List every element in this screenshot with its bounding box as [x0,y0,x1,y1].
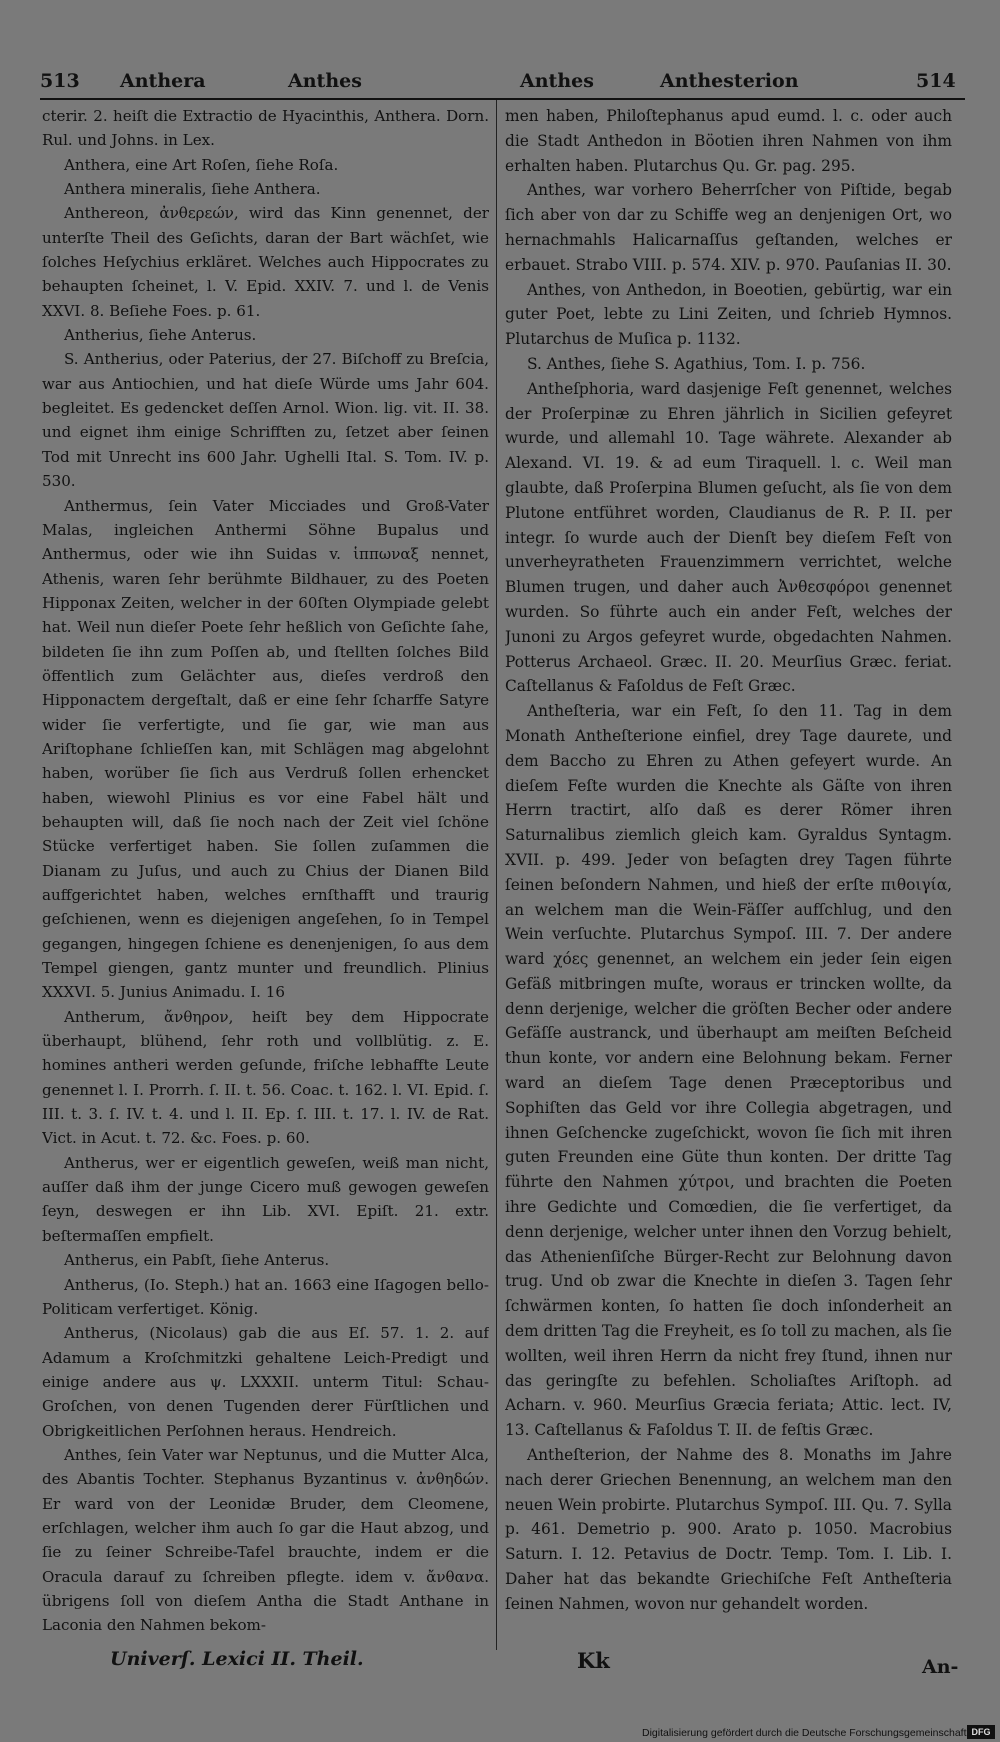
page-header [40,68,965,100]
left-headword-1: Anthera [120,70,206,92]
column-divider [496,100,497,1650]
signature-mark: Kk [577,1648,610,1673]
dictionary-entry: Anthera mineralis, ſiehe Anthera. [64,180,321,199]
dictionary-entry: Anthes, ſein Vater war Neptunus, und die Mutter Alca, des Abantis Tochter. Stephanus Byzantinus v. ἀνθηδών. Er ward von der Leonidæ Bruder, dem Cleomene, erſchlagen, welcher ihm auch ſo gar die Haut abzog, und ſie zu ſeiner Schreibe-Tafel brauchte, indem er die Oracula darauf zu ſchreiben pflegte. idem v. ἄνθανα. übrigens ſoll von dieſem Antha die Stadt Anthane in Laconia den Nahmen bekom- [42,1445,489,1635]
dictionary-entry: Antherius, ſiehe Anterus. [64,326,257,345]
left-column [42,104,489,1649]
volume-footer: Univerſ. Lexici II. Theil. [110,1648,364,1670]
dictionary-entry: Antherus, ein Pabſt, ſiehe Anterus. [64,1251,330,1270]
dictionary-entry: Antherus, wer er eigentlich geweſen, weiß man nicht, auſſer daß ihm der junge Cicero muß gewogen geweſen ſeyn, deswegen er ihn Lib. XVI. Epiſt. 21. extr. beſtermaſſen empfielt. [42,1153,489,1245]
digitization-credit: Digitalisierung gefördert durch die Deutsche Forschungsgemeinschaft [642,1727,967,1739]
dictionary-entry: men haben, Philoſtephanus apud eumd. l. c. oder auch die Stadt Anthedon in Böotien ihren Nahmen von ihm erhalten haben. Plutarchus Qu. Gr. pag. 295. [505,107,952,175]
dictionary-entry: Antheſteria, war ein Feſt, ſo den 11. Tag in dem Monath Antheſterione einfiel, drey Tage daurete, und dem Baccho zu Ehren zu Athen gefeyert wurde. An dieſem Feſte wurden die Knechte als Gäſte von ihren Herrn tractirt, alſo daß es derer Römer ihren Saturnalibus ziemlich gleich kam. Gyraldus Syntagm. XVII. p. 499. Jeder von beſagten drey Tagen führte ſeinen beſondern Nahmen, und hieß der erſte πιθοιγία, an welchem man die Wein-Fäſſer aufſchlug, und den Wein verſuchte. Plutarchus Sympoſ. III. 7. Der andere ward χόες genennet, an welchem ein jeder ſein eigen Gefäß mitbringen muſte, woraus er trincken wollte, da denn derjenige, welcher die gröſten Becher oder andere Gefäſſe austranck, und überhaupt am meiſten Beſcheid thun konte, vor andern eine Belohnung bekam. Ferner ward an dieſem Tage denen Præceptoribus und Sophiſten das Geld vor ihre Collegia abgetragen, und ihnen Geſchencke zugeſchickt, wovon ſie ſich mit ihren guten Freunden eine Güte thun konten. Der dritte Tag führte den Nahmen χύτροι, und brachten die Poeten ihre Gedichte und Comœdien, die ſie verfertiget, da denn derjenige, welcher unter ihnen den Vorzug behielt, das Athenienſiſche Bürger-Recht zur Belohnung davon trug. Und ob zwar die Knechte in dieſen 3. Tagen ſehr ſchwärmen konten, ſo hatten ſie doch inſonderheit an dem dritten Tag die Freyheit, es ſo toll zu machen, als ſie wollten, weil ihren Herrn da nicht frey ſtund, ihnen nur das geringſte zu befehlen. Scholiaſtes Ariſtoph. ad Acharn. v. 960. Meurſius Græcia feriata; Attic. lect. IV, 13. Caſtellanus & Faſoldus T. II. de feſtis Græc. [505,702,952,1440]
right-headword-2: Anthesterion [660,70,799,92]
dictionary-entry: Anthermus, ſein Vater Micciades und Groß-Vater Malas, ingleichen Anthermi Söhne Bupalus und Anthermus, oder wie ihn Suidas v. ἱππωναξ nennet, Athenis, waren ſehr berühmte Bildhauer, zu des Poeten Hipponax Zeiten, welcher in der 60ſten Olympiade gelebt hat. Weil nun dieſer Poete ſehr heßlich von Geſichte ſahe, bildeten ſie ihn zum Poſſen ab, und ſtellten ſolches Bild öffentlich zum Gelächter aus, dieſes verdroß den Hipponactem dergeſtalt, daß er eine ſehr ſcharffe Satyre wider ſie verfertigte, und ſie gar, wie man aus Ariſtophane ſchlieſſen kan, mit Schlägen mag abgelohnt haben, worüber ſie ſich aus Verdruß ſollen erhencket haben, wiewohl Plinius es vor eine Fabel hält und behaupten will, daß ſie noch nach der Zeit viel ſchöne Stücke verfertiget haben. Sie ſollen zuſammen die Dianam zu Juſus, und auch zu Chius der Dianen Bild auffgerichtet haben, welches ernſthafft und traurig geſchienen, wenn es diejenigen angeſehen, ſo in Tempel gegangen, hingegen ſchiene es denenjenigen, ſo aus dem Tempel giengen, gantz munter und freundlich. Plinius XXXVI. 5. Junius Animadu. I. 16 [42,496,489,1002]
right-headword-1: Anthes [520,70,594,92]
dictionary-entry: Antherus, (Nicolaus) gab die aus Eſ. 57. 1. 2. auf Adamum a Kroſchmitzki gehaltene Leich-Predigt und einige andere aus ψ. LXXXII. unterm Titul: Schau-Groſchen, von denen Tugenden derer Fürſtlichen und Obrigkeitlichen Perſohnen heraus. Hendreich. [42,1324,489,1440]
dictionary-entry: S. Anthes, ſiehe S. Agathius, Tom. I. p. 756. [527,354,866,373]
dictionary-entry: S. Antherius, oder Paterius, der 27. Biſchoff zu Breſcia, war aus Antiochien, und hat dieſe Würde ums Jahr 604. begleitet. Es gedencket deſſen Arnol. Wion. lig. vit. II. 38. und eignet ihm einige Schrifften zu, ſetzet aber ſeinen Tod mit Unrecht ins 600 Jahr. Ughelli Ital. S. Tom. IV. p. 530. [42,350,489,491]
left-headword-2: Anthes [288,70,362,92]
catchword: An- [922,1656,959,1678]
dfg-logo: DFG [967,1725,995,1739]
dictionary-entry: cterir. 2. heiſt die Extractio de Hyacinthis, Anthera. Dorn. Rul. und Johns. in Lex. [42,107,489,150]
dictionary-entry: Antheſphoria, ward dasjenige Feſt genennet, welches der Proſerpinæ zu Ehren jährlich in Sicilien gefeyret wurde, und allemahl 10. Tage währete. Alexander ab Alexand. VI. 19. & ad eum Tiraquell. l. c. Weil man glaubte, daß Proſerpina Blumen geſucht, als ſie von dem Plutone entführet worden, Claudianus de R. P. II. per integr. ſo wurde auch der Dienſt bey dieſem Feſt von unverheyratheten Frauenzimmern verrichtet, welche Blumen trugen, und daher auch Ἀνθεσφόροι genennet wurden. So führte auch ein ander Feſt, welches der Junoni zu Argos gefeyret wurde, obgedachten Nahmen. Potterus Archaeol. Græc. II. 20. Meurſius Græc. feriat. Caſtellanus & Faſoldus de Feſt Græc. [505,379,952,696]
dictionary-entry: Anthes, war vorhero Beherrſcher von Piſtide, begab ſich aber von dar zu Schiffe weg an denjenigen Ort, wo hernachmahls Halicarnaſſus geſtanden, welches er erbauet. Strabo VIII. p. 574. XIV. p. 970. Pauſanias II. 30. [505,181,952,274]
left-page-number: 513 [40,70,80,92]
dictionary-entry: Anthereon, ἀνθερεών, wird das Kinn genennet, der unterſte Theil des Geſichts, daran der Bart wächſet, wie ſolches Heſychius erkläret. Welches auch Hippocrates zu behaupten ſcheinet, l. V. Epid. XXIV. 7. und l. de Venis XXVI. 8. Beſiehe Foes. p. 61. [42,204,489,320]
right-column [505,104,952,1649]
dictionary-entry: Antherus, (Io. Steph.) hat an. 1663 eine Iſagogen bello-Politicam verfertiget. König. [42,1275,489,1318]
right-page-number: 514 [916,70,956,92]
dictionary-entry: Anthera, eine Art Roſen, ſiehe Roſa. [64,155,339,174]
dictionary-entry: Antheſterion, der Nahme des 8. Monaths im Jahre nach derer Griechen Benennung, an welchem man den neuen Wein probirte. Plutarchus Sympoſ. III. Qu. 7. Sylla p. 461. Demetrio p. 900. Arato p. 1050. Macrobius Saturn. I. 12. Petavius de Doctr. Temp. Tom. I. Lib. I. Daher hat das bekandte Griechiſche Feſt Antheſteria ſeinen Nahmen, wovon nur gehandelt worden. [505,1446,952,1613]
dictionary-entry: Antherum, ἄνθηρον, heiſt bey dem Hippocrate überhaupt, blühend, ſehr roth und vollblütig. z. E. homines antheri werden geſunde, friſche lebhaffte Leute genennet l. I. Prorrh. ſ. II. t. 56. Coac. t. 162. l. VI. Epid. ſ. III. t. 3. ſ. IV. t. 4. und l. II. Ep. ſ. III. t. 17. l. IV. de Rat. Vict. in Acut. t. 72. &c. Foes. p. 60. [42,1007,489,1148]
dictionary-entry: Anthes, von Anthedon, in Boeotien, gebürtig, war ein guter Poet, lebte zu Lini Zeiten, und ſchrieb Hymnos. Plutarchus de Muſica p. 1132. [505,280,952,349]
